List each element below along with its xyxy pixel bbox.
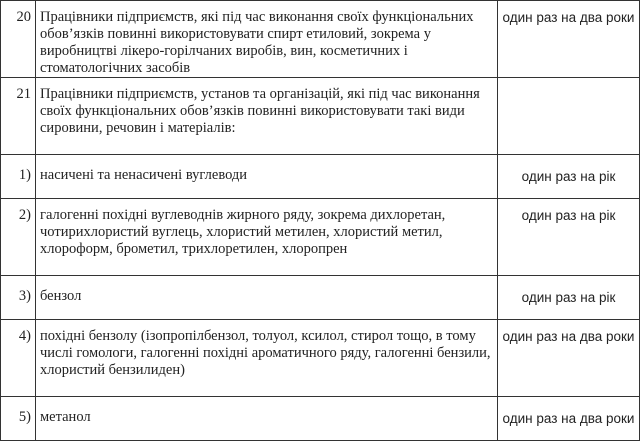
row-number: 3) <box>1 276 36 320</box>
row-frequency <box>498 78 640 155</box>
row-description: похідні бензолу (ізопропілбензол, толуол, ксилол, стирол тощо, в тому числі гомологи, галогенні похідні ароматичного ряду, галогенні бензили, хлористий бензилиден) <box>36 320 498 397</box>
row-frequency: один раз на рік <box>498 155 640 199</box>
row-description: Працівники підприємств, установ та організацій, які під час виконання своїх функціональних обов’язків повинні використовувати такі види сировини, речовин і матеріалів: <box>36 78 498 155</box>
row-frequency: один раз на два роки <box>498 1 640 78</box>
row-description: метанол <box>36 397 498 441</box>
row-number: 1) <box>1 155 36 199</box>
row-description: Працівники підприємств, які під час виконання своїх функціональних обов’язків повинні використовувати спирт етиловий, зокрема у виробництві лікеро-горілчаних виробів, вин, косметичних і стоматологічних засобів <box>36 1 498 78</box>
table-row <box>1 1 640 78</box>
row-frequency: один раз на рік <box>498 276 640 320</box>
row-number: 4) <box>1 320 36 397</box>
row-number: 20 <box>1 1 36 78</box>
table-row <box>1 276 640 320</box>
row-frequency: один раз на два роки <box>498 397 640 441</box>
row-number: 5) <box>1 397 36 441</box>
row-description: бензол <box>36 276 498 320</box>
row-frequency: один раз на рік <box>498 199 640 276</box>
table-row <box>1 397 640 441</box>
row-description: галогенні похідні вуглеводнів жирного ряду, зокрема дихлоретан, чотирихлористий вуглець, хлористий метилен, хлористий метил, хлороформ, брометил, трихлоретилен, хлоропрен <box>36 199 498 276</box>
table-row <box>1 320 640 397</box>
row-number: 2) <box>1 199 36 276</box>
row-number: 21 <box>1 78 36 155</box>
table-row <box>1 155 640 199</box>
row-description: насичені та ненасичені вуглеводи <box>36 155 498 199</box>
table-row <box>1 78 640 155</box>
table-row <box>1 199 640 276</box>
row-frequency: один раз на два роки <box>498 320 640 397</box>
